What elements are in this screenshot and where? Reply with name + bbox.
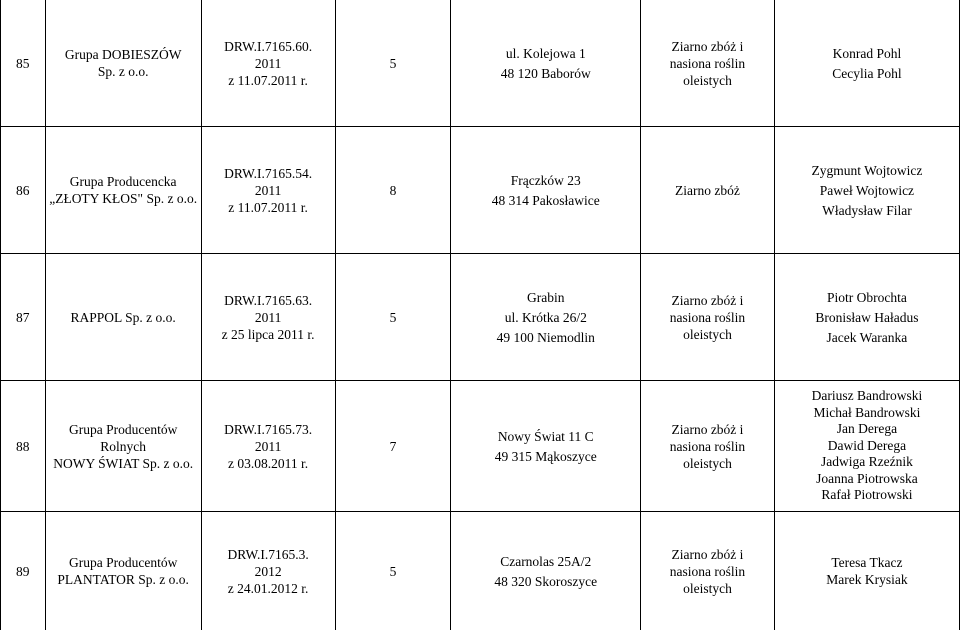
group-name: RAPPOL Sp. z o.o.	[45, 254, 201, 381]
group-name: Grupa DOBIESZÓW Sp. z o.o.	[45, 0, 201, 127]
group-address: Grabin ul. Krótka 26/2 49 100 Niemodlin	[451, 254, 641, 381]
row-number: 89	[1, 512, 46, 630]
member-count: 5	[335, 0, 451, 127]
row-number: 88	[1, 381, 46, 512]
decision-number: DRW.I.7165.3. 2012 z 24.01.2012 r.	[201, 512, 335, 630]
group-address: Nowy Świat 11 C 49 315 Mąkoszyce	[451, 381, 641, 512]
member-count: 5	[335, 254, 451, 381]
row-number: 87	[1, 254, 46, 381]
group-name: Grupa Producencka „ZŁOTY KŁOS" Sp. z o.o.	[45, 127, 201, 254]
member-count: 5	[335, 512, 451, 630]
row-number: 86	[1, 127, 46, 254]
representatives: Konrad Pohl Cecylia Pohl	[774, 0, 959, 127]
group-address: ul. Kolejowa 1 48 120 Baborów	[451, 0, 641, 127]
representatives: Piotr Obrochta Bronisław Haładus Jacek Waranka	[774, 254, 959, 381]
product-type: Ziarno zbóż i nasiona roślin oleistych	[641, 512, 775, 630]
group-address: Frączków 23 48 314 Pakosławice	[451, 127, 641, 254]
product-type: Ziarno zbóż i nasiona roślin oleistych	[641, 0, 775, 127]
table-row	[1, 0, 960, 127]
representatives: Teresa Tkacz Marek Krysiak	[774, 512, 959, 630]
representatives: Dariusz Bandrowski Michał Bandrowski Jan Derega Dawid Derega Jadwiga Rzeźnik Joanna Piotrowska Rafał Piotrowski	[774, 381, 959, 512]
table-row	[1, 254, 960, 381]
table-body	[1, 0, 960, 630]
representatives: Zygmunt Wojtowicz Paweł Wojtowicz Władysław Filar	[774, 127, 959, 254]
product-type: Ziarno zbóż i nasiona roślin oleistych	[641, 381, 775, 512]
member-count: 7	[335, 381, 451, 512]
member-count: 8	[335, 127, 451, 254]
product-type: Ziarno zbóż	[641, 127, 775, 254]
group-address: Czarnolas 25A/2 48 320 Skoroszyce	[451, 512, 641, 630]
row-number: 85	[1, 0, 46, 127]
group-name: Grupa Producentów PLANTATOR Sp. z o.o.	[45, 512, 201, 630]
product-type: Ziarno zbóż i nasiona roślin oleistych	[641, 254, 775, 381]
decision-number: DRW.I.7165.60. 2011 z 11.07.2011 r.	[201, 0, 335, 127]
decision-number: DRW.I.7165.54. 2011 z 11.07.2011 r.	[201, 127, 335, 254]
decision-number: DRW.I.7165.63. 2011 z 25 lipca 2011 r.	[201, 254, 335, 381]
group-name: Grupa Producentów Rolnych NOWY ŚWIAT Sp. z o.o.	[45, 381, 201, 512]
table-row	[1, 127, 960, 254]
table-row	[1, 381, 960, 512]
table-row	[1, 512, 960, 630]
decision-number: DRW.I.7165.73. 2011 z 03.08.2011 r.	[201, 381, 335, 512]
